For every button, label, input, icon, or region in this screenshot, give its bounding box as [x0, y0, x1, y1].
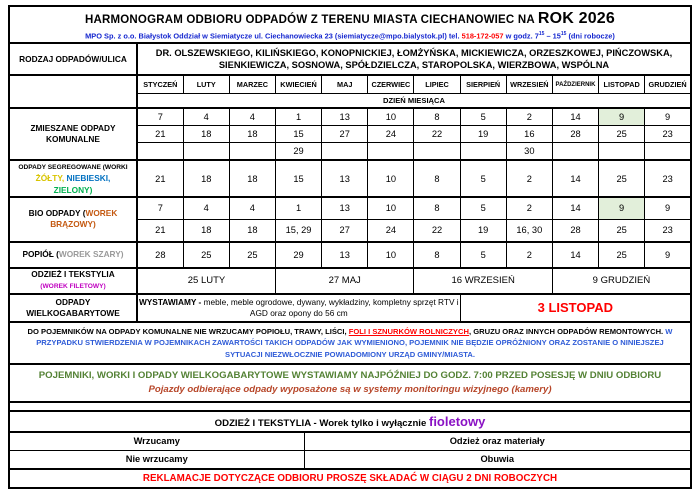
office-hours: w godz. 7 — [503, 31, 539, 41]
brown-bag-label: WOREK BRĄZOWY) — [50, 208, 118, 230]
segregated-waste-label — [9, 160, 137, 196]
month-header: WRZESIEŃ — [506, 75, 552, 94]
day-cell: 13 — [322, 108, 368, 126]
day-cell: 29 — [275, 143, 321, 161]
day-cell: 23 — [645, 160, 691, 196]
bulky-waste-label: ODPADY WIELKOGABARYTOWE — [9, 294, 137, 322]
blue-bag-label: NIEBIESKI, — [64, 173, 111, 184]
not-allowed-value: Obuwia — [304, 450, 691, 469]
day-cell: 10 — [368, 197, 414, 220]
day-cell: 18 — [229, 126, 275, 143]
bulky-waste-description — [137, 294, 460, 322]
textiles-header-text: ODZIEŻ I TEKSTYLIA - Worek tylko i wyłącznie — [214, 417, 429, 429]
day-cell: 15 — [275, 126, 321, 143]
day-cell: 5 — [460, 197, 506, 220]
day-cell — [599, 143, 645, 161]
month-header: LIPIEC — [414, 75, 460, 94]
bio-waste-row — [9, 197, 691, 220]
violet-bag-label: (WOREK FILETOWY) — [40, 283, 106, 291]
day-cell: 5 — [460, 242, 506, 268]
day-cell: 18 — [229, 160, 275, 196]
document-title — [14, 10, 686, 28]
document-header — [8, 5, 692, 44]
day-cell: 23 — [645, 219, 691, 242]
ash-waste-row — [9, 242, 691, 268]
day-cell: 7 — [137, 108, 183, 126]
textiles-not-allowed-row — [9, 450, 691, 469]
day-cell: 22 — [414, 219, 460, 242]
hours-superscript: 15 — [538, 31, 545, 37]
month-header: CZERWIEC — [368, 75, 414, 94]
day-cell: 21 — [137, 160, 183, 196]
textiles-bag-header-row — [9, 411, 691, 432]
day-cell: 2 — [506, 160, 552, 196]
month-header: PAŹDZIERNIK — [552, 75, 598, 94]
textiles-label-text: ODZIEŻ I TEKSTYLIA — [31, 269, 115, 280]
day-cell: 19 — [460, 219, 506, 242]
textiles-bag-table — [8, 410, 692, 470]
day-cell: 1 — [275, 108, 321, 126]
mixed-waste-row — [9, 108, 691, 126]
title-year: ROK 2026 — [537, 10, 616, 27]
day-cell: 4 — [229, 108, 275, 126]
day-cell: 25 — [599, 242, 645, 268]
green-bag-label: ZIELONY) — [53, 184, 93, 195]
day-cell — [414, 143, 460, 161]
bio-waste-label — [9, 197, 137, 242]
textiles-row — [9, 268, 691, 294]
day-cell: 13 — [322, 242, 368, 268]
day-cell: 1 — [275, 197, 321, 220]
month-header: LUTY — [183, 75, 229, 94]
day-cell: 16 — [506, 126, 552, 143]
day-cell: 25 — [599, 126, 645, 143]
setout-time-text: POJEMNIKI, WORKI I ODPADY WIELKOGABARYTOWE WYSTAWIAMY NAJPÓŹNIEJ DO GODZ. 7:00 PRZED POSESJĘ W DNIU ODBIORU — [38, 369, 662, 381]
office-hours-dash: – 15 — [544, 31, 561, 41]
day-cell: 21 — [137, 219, 183, 242]
warning-blue-text: W PRZYPADKU STWIERDZENIA W POJEMNIKACH ZAWARTOŚCI TAKICH ODPADÓW JAK WYMIENIONO, POJEMNIK NIE BĘDZIE OPRÓŻNIONY ORAZ ZOSTANIE O NINIEJSZEJ SYTUACJI NIEZWŁOCZNIE POWIADOMIONY URZĄD GMINY/MIASTA. — [36, 326, 673, 359]
day-cell: 28 — [137, 242, 183, 268]
month-header-row — [9, 75, 691, 94]
phone-number: 518-172-057 — [461, 31, 504, 41]
day-cell: 18 — [183, 126, 229, 143]
textiles-date-cell: 25 LUTY — [137, 268, 275, 294]
day-cell: 14 — [552, 108, 598, 126]
day-cell: 9 — [645, 197, 691, 220]
allowed-label: Wrzucamy — [9, 432, 304, 451]
day-cell: 10 — [368, 160, 414, 196]
day-cell: 4 — [183, 197, 229, 220]
bio-label-text: BIO ODPADY ( — [28, 208, 86, 219]
allowed-value: Odzież oraz materiały — [304, 432, 691, 451]
day-cell: 8 — [414, 108, 460, 126]
day-cell: 9 — [645, 108, 691, 126]
day-cell: 10 — [368, 108, 414, 126]
bulky-description-bold: WYSTAWIAMY - — [138, 296, 202, 307]
day-cell: 10 — [368, 242, 414, 268]
month-header: GRUDZIEŃ — [645, 75, 691, 94]
title-text: HARMONOGRAM ODBIORU ODPADÓW Z TERENU MIASTA CIECHANOWIEC NA — [84, 14, 538, 26]
bulky-waste-date: 3 LISTOPAD — [460, 294, 691, 322]
empty-corner-cell — [9, 75, 137, 108]
day-cell: 21 — [137, 126, 183, 143]
textiles-label — [9, 268, 137, 294]
ash-waste-label — [9, 242, 137, 268]
day-cell: 5 — [460, 108, 506, 126]
day-cell: 2 — [506, 242, 552, 268]
purple-word: fioletowy — [428, 413, 486, 429]
day-cell: 24 — [368, 126, 414, 143]
yellow-bag-label: ŻÓŁTY, — [35, 173, 65, 184]
textiles-date-cell: 27 MAJ — [275, 268, 413, 294]
day-cell — [368, 143, 414, 161]
company-info-line — [14, 31, 686, 40]
bulky-waste-row — [9, 294, 691, 322]
streets-row — [9, 43, 691, 75]
day-cell: 14 — [552, 160, 598, 196]
day-cell: 25 — [599, 219, 645, 242]
mixed-waste-label: ZMIESZANE ODPADY KOMUNALNE — [9, 108, 137, 160]
company-info: MPO Sp. z o.o. Białystok Oddział w Siemiatycze ul. Ciechanowiecka 23 (siemiatycze@mpo.bialystok.pl) tel. — [85, 31, 462, 41]
day-cell: 22 — [414, 126, 460, 143]
day-cell: 7 — [137, 197, 183, 220]
textiles-date-cell: 9 GRUDZIEŃ — [552, 268, 691, 294]
textiles-bag-header — [9, 411, 691, 432]
warning-text: , GRUZU ORAZ INNYCH ODPADÓW REMONTOWYCH. — [468, 326, 666, 336]
month-header: LISTOPAD — [599, 75, 645, 94]
day-cell — [322, 143, 368, 161]
textiles-allowed-row — [9, 432, 691, 451]
day-cell: 18 — [183, 160, 229, 196]
day-cell: 27 — [322, 219, 368, 242]
segregated-waste-row — [9, 160, 691, 196]
month-header: MAJ — [322, 75, 368, 94]
day-cell: 18 — [229, 219, 275, 242]
textiles-date-cell: 16 WRZESIEŃ — [414, 268, 552, 294]
day-cell — [645, 143, 691, 161]
day-cell: 13 — [322, 160, 368, 196]
month-header: MARZEC — [229, 75, 275, 94]
day-cell: 25 — [183, 242, 229, 268]
segregated-label-text: ODPADY SEGREGOWANE (WORKI — [18, 164, 128, 172]
complaints-notice: REKLAMACJE DOTYCZĄCE ODBIORU PROSZĘ SKŁADAĆ W CIĄGU 2 DNI ROBOCZYCH — [8, 468, 692, 489]
day-cell: 14 — [552, 197, 598, 220]
day-cell: 4 — [229, 197, 275, 220]
day-cell — [552, 143, 598, 161]
camera-monitoring-text: Pojazdy odbierające odpady wyposażone są w systemy monitoringu wizyjnego (kamery) — [148, 383, 552, 395]
not-allowed-label: Nie wrzucamy — [9, 450, 304, 469]
container-warning-notice — [8, 321, 692, 365]
day-cell: 2 — [506, 108, 552, 126]
day-cell: 15, 29 — [275, 219, 321, 242]
day-cell-highlighted: 9 — [599, 108, 645, 126]
waste-type-street-corner-label: RODZAJ ODPADÓW/ULICA — [9, 43, 137, 75]
day-cell: 27 — [322, 126, 368, 143]
day-cell — [229, 143, 275, 161]
streets-list: DR. OLSZEWSKIEGO, KILIŃSKIEGO, KONOPNICKIEJ, ŁOMŻYŃSKA, MICKIEWICZA, ORZESZKOWEJ, PIŃCZOWSKA, SIENKIEWICZA, SOSNOWA, SPÓŁDZIELCZA, STAROPOLSKA, WIERZBOWA, WSPÓLNA — [137, 43, 691, 75]
day-cell: 8 — [414, 160, 460, 196]
setout-time-notice — [8, 363, 692, 403]
day-cell: 13 — [322, 197, 368, 220]
day-cell — [460, 143, 506, 161]
day-cell: 30 — [506, 143, 552, 161]
day-cell: 5 — [460, 160, 506, 196]
day-cell: 4 — [183, 108, 229, 126]
ash-label-text: POPIÓŁ ( — [22, 249, 59, 260]
day-cell-highlighted: 9 — [599, 197, 645, 220]
bulky-description-text: meble, meble ogrodowe, dywany, wykładziny, kompletny sprzęt RTV i AGD oraz opony do 56 cm — [201, 296, 459, 318]
month-header: SIERPIEŃ — [460, 75, 506, 94]
working-days-note: (dni robocze) — [566, 31, 615, 41]
month-header: KWIECIEŃ — [275, 75, 321, 94]
day-cell: 14 — [552, 242, 598, 268]
day-cell: 28 — [552, 126, 598, 143]
day-cell: 25 — [599, 160, 645, 196]
day-of-month-header: DZIEŃ MIESIĄCA — [137, 94, 691, 109]
day-cell: 23 — [645, 126, 691, 143]
day-cell: 25 — [229, 242, 275, 268]
gray-bag-label: WOREK SZARY) — [58, 249, 124, 260]
day-cell: 15 — [275, 160, 321, 196]
warning-red-text: FOLI I SZNURKÓW ROLNICZYCH — [348, 326, 469, 336]
day-cell: 2 — [506, 197, 552, 220]
day-cell: 28 — [552, 219, 598, 242]
day-cell: 24 — [368, 219, 414, 242]
warning-text: DO POJEMNIKÓW NA ODPADY KOMUNALNE NIE WRZUCAMY POPIOŁU, TRAWY, LIŚCI, — [27, 326, 349, 336]
day-cell: 8 — [414, 242, 460, 268]
day-cell — [183, 143, 229, 161]
collection-schedule-table — [8, 42, 692, 322]
month-header: STYCZEŃ — [137, 75, 183, 94]
day-cell: 29 — [275, 242, 321, 268]
day-cell: 18 — [183, 219, 229, 242]
day-cell: 8 — [414, 197, 460, 220]
day-cell: 19 — [460, 126, 506, 143]
day-cell — [137, 143, 183, 161]
hours-superscript: 15 — [560, 31, 567, 37]
day-cell: 9 — [645, 242, 691, 268]
day-cell: 16, 30 — [506, 219, 552, 242]
